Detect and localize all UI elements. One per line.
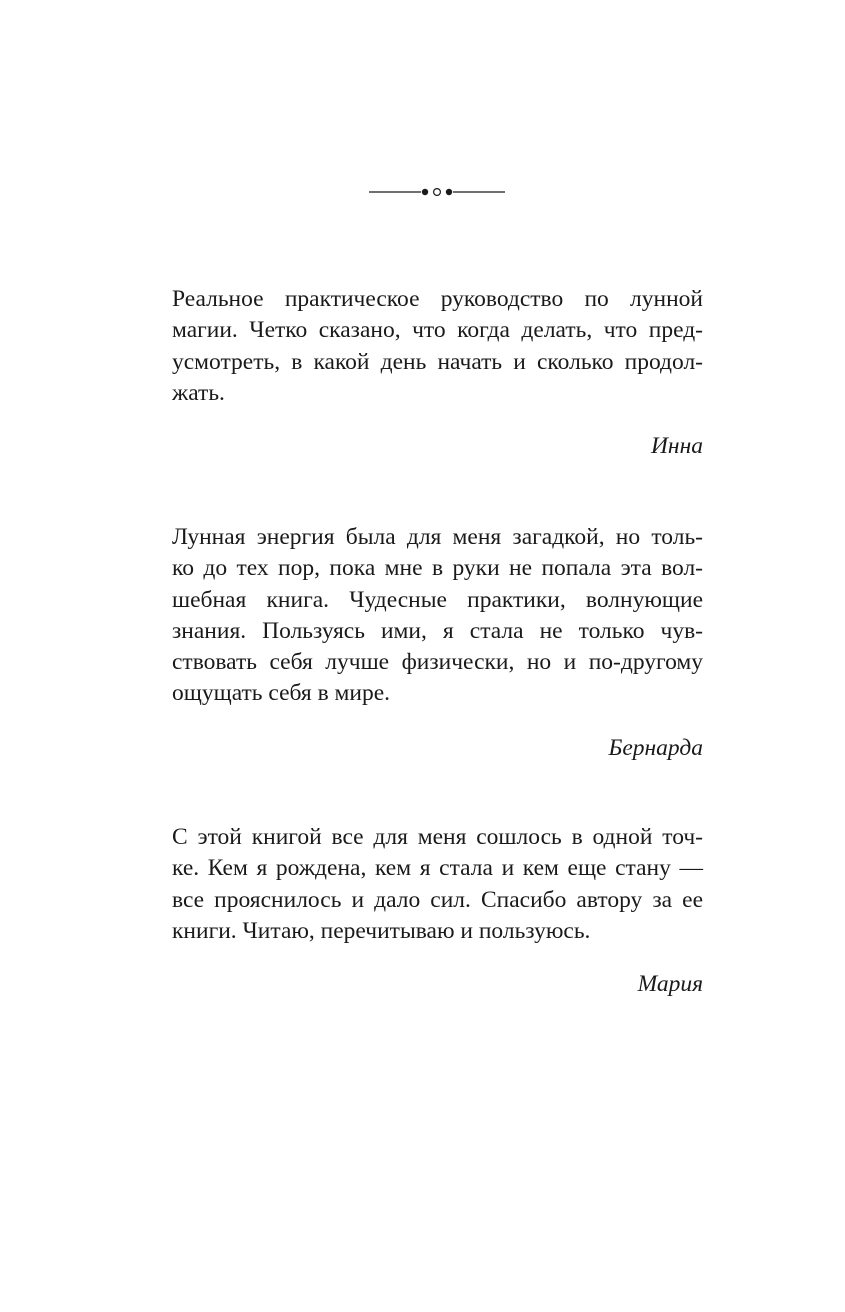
ornament-icon: [369, 183, 505, 201]
review-line: усмотреть, в какой день начать и сколько продол-: [172, 348, 703, 375]
review-line: жать.: [172, 379, 225, 406]
review-text: [172, 284, 703, 409]
review-line: ощущать себя в мире.: [172, 680, 391, 707]
review-text: [172, 822, 703, 947]
review-line: ке. Кем я рождена, кем я стала и кем еще стану —: [172, 855, 703, 882]
review-line: все прояснилось и дало сил. Спасибо автору за ее: [172, 886, 703, 913]
review-bernarda: [172, 522, 703, 764]
review-line: шебная книга. Чудесные практики, волнующие: [172, 586, 703, 613]
review-author: Инна: [650, 433, 703, 460]
review-author: Бернарда: [608, 734, 703, 761]
review-maria: [172, 822, 703, 1000]
review-line: ко до тех пор, пока мне в руки не попала эта вол-: [172, 555, 703, 582]
review-line: ствовать себя лучше физически, но и по-другому: [172, 649, 703, 676]
review-line: магии. Четко сказано, что когда делать, что пред-: [172, 317, 703, 344]
review-line: С этой книгой все для меня сошлось в одной точ-: [172, 824, 703, 850]
review-line: книги. Читаю, перечитываю и пользуюсь.: [172, 917, 591, 944]
review-line: знания. Пользуясь ими, я стала не только чув-: [172, 617, 703, 644]
review-text: [172, 522, 703, 710]
review-line: Реальное практическое руководство по лунной: [172, 286, 703, 312]
review-line: Лунная энергия была для меня загадкой, но толь-: [172, 524, 703, 550]
review-author: Мария: [637, 971, 703, 998]
divider-ornament: [369, 183, 505, 201]
review-inna: [172, 284, 703, 462]
